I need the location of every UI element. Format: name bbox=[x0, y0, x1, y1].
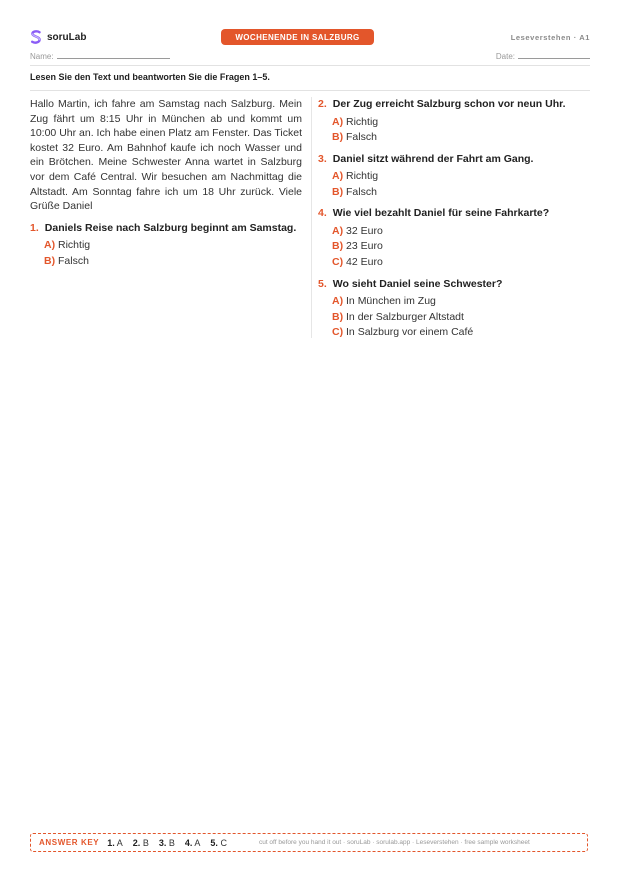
option-b[interactable] bbox=[44, 254, 302, 270]
option-text: Richtig bbox=[58, 239, 91, 252]
option-text: In Salzburg vor einem Café bbox=[346, 326, 474, 339]
answer-key-item bbox=[159, 838, 175, 848]
option-a[interactable] bbox=[332, 294, 590, 310]
option-text: Falsch bbox=[58, 254, 89, 267]
options bbox=[332, 115, 590, 146]
answer-value: A bbox=[194, 837, 201, 848]
answer-value: A bbox=[116, 837, 123, 848]
question-number: 2. bbox=[318, 98, 327, 110]
option-letter: A) bbox=[44, 239, 56, 252]
option-a[interactable] bbox=[332, 224, 590, 240]
name-line bbox=[57, 50, 170, 59]
option-text: In München im Zug bbox=[346, 295, 436, 308]
date-field[interactable] bbox=[496, 50, 590, 61]
question-prompt: Wo sieht Daniel seine Schwester? bbox=[332, 277, 503, 290]
answer-value: B bbox=[168, 837, 175, 848]
question-prompt: Der Zug erreicht Salzburg schon vor neun Uhr. bbox=[332, 98, 566, 110]
answer-key-item bbox=[210, 838, 227, 848]
instruction: Lesen Sie den Text und beantworten Sie die Fragen 1–5. bbox=[30, 72, 270, 82]
brand bbox=[30, 30, 86, 44]
answer-key-item bbox=[133, 838, 149, 848]
option-letter: A) bbox=[332, 170, 344, 183]
sorulab-logo-icon bbox=[30, 30, 42, 44]
option-text: 42 Euro bbox=[346, 256, 383, 269]
question-5 bbox=[318, 277, 590, 341]
answer-num: 3. bbox=[158, 837, 167, 848]
question-prompt: Daniels Reise nach Salzburg beginnt am Samstag. bbox=[44, 221, 297, 234]
option-letter: B) bbox=[332, 185, 344, 198]
answer-num: 2. bbox=[132, 837, 141, 848]
question-3 bbox=[318, 152, 590, 201]
name-field[interactable] bbox=[30, 50, 170, 61]
answer-num: 4. bbox=[184, 837, 193, 848]
question-text bbox=[318, 277, 590, 292]
options bbox=[44, 238, 302, 269]
answer-value: B bbox=[142, 837, 149, 848]
option-letter: B) bbox=[332, 310, 344, 323]
left-column bbox=[30, 97, 302, 275]
answer-num: 1. bbox=[107, 837, 115, 848]
answer-key-title: ANSWER KEY bbox=[39, 838, 100, 847]
question-number: 1. bbox=[30, 221, 39, 234]
column-divider bbox=[311, 97, 312, 338]
question-1 bbox=[30, 221, 302, 270]
option-text: In der Salzburger Altstadt bbox=[346, 310, 464, 323]
option-letter: B) bbox=[332, 240, 344, 253]
question-2 bbox=[318, 97, 590, 146]
option-a[interactable] bbox=[332, 169, 590, 185]
question-prompt: Wie viel bezahlt Daniel für seine Fahrkarte? bbox=[332, 207, 550, 220]
option-text: 23 Euro bbox=[346, 240, 383, 253]
options bbox=[332, 224, 590, 271]
date-line bbox=[518, 50, 590, 59]
question-text bbox=[318, 152, 590, 167]
options bbox=[332, 294, 590, 341]
right-column bbox=[318, 97, 590, 347]
answer-key-note: cut off before you hand it out · soruLab · sorulab.app · Leseverstehen · free sample worksheet bbox=[258, 839, 530, 846]
question-4 bbox=[318, 206, 590, 270]
level-label: Leseverstehen · A1 bbox=[510, 33, 590, 42]
option-b[interactable] bbox=[332, 310, 590, 326]
answer-num: 5. bbox=[210, 837, 218, 848]
option-text: Falsch bbox=[346, 131, 377, 144]
worksheet-title: WOCHENENDE IN SALZBURG bbox=[221, 29, 374, 45]
instruction-divider bbox=[30, 90, 590, 91]
option-letter: A) bbox=[332, 224, 344, 237]
brand-name: soruLab bbox=[47, 31, 87, 43]
answer-key bbox=[30, 833, 588, 852]
question-text bbox=[318, 97, 590, 112]
answer-key-item bbox=[185, 838, 201, 848]
option-a[interactable] bbox=[332, 115, 590, 131]
answer-key-item bbox=[107, 838, 123, 848]
reading-passage: Hallo Martin, ich fahre am Samstag nach Salzburg. Mein Zug fährt um 8:15 Uhr in München ab und kommt um 10:00 Uhr an. Ich habe einen Platz am Fenster. Das Ticket kostet 32 Euro. Am Bahnhof kaufe ich noch Wasser und ein Brötchen. Meine Schwester Anna wartet in Salzburg vor dem Café Central. Wir besuchen am Nachmittag die Altstadt. Am Sonntag fahre ich um 18 Uhr zurück. Viele Grüße Daniel bbox=[30, 98, 302, 213]
option-letter: C) bbox=[332, 256, 344, 269]
question-text bbox=[318, 206, 590, 221]
option-b[interactable] bbox=[332, 130, 590, 146]
name-label: Name: bbox=[30, 52, 54, 61]
question-number: 4. bbox=[318, 207, 327, 220]
worksheet-header bbox=[30, 28, 590, 68]
question-text bbox=[30, 221, 302, 236]
option-c[interactable] bbox=[332, 325, 590, 341]
option-c[interactable] bbox=[332, 255, 590, 271]
header-divider bbox=[30, 65, 590, 66]
option-text: Richtig bbox=[346, 170, 379, 183]
question-number: 3. bbox=[318, 152, 327, 165]
options bbox=[332, 169, 590, 200]
option-a[interactable] bbox=[44, 238, 302, 254]
option-letter: A) bbox=[332, 295, 344, 308]
option-letter: B) bbox=[44, 254, 56, 267]
question-prompt: Daniel sitzt während der Fahrt am Gang. bbox=[332, 152, 534, 165]
option-letter: A) bbox=[332, 115, 344, 128]
answer-value: C bbox=[220, 837, 227, 848]
option-b[interactable] bbox=[332, 239, 590, 255]
option-letter: B) bbox=[332, 131, 344, 144]
option-text: Richtig bbox=[346, 115, 379, 128]
question-number: 5. bbox=[318, 277, 327, 290]
option-letter: C) bbox=[332, 326, 344, 339]
option-b[interactable] bbox=[332, 185, 590, 201]
option-text: 32 Euro bbox=[346, 224, 383, 237]
option-text: Falsch bbox=[346, 185, 377, 198]
date-label: Date: bbox=[495, 52, 515, 61]
